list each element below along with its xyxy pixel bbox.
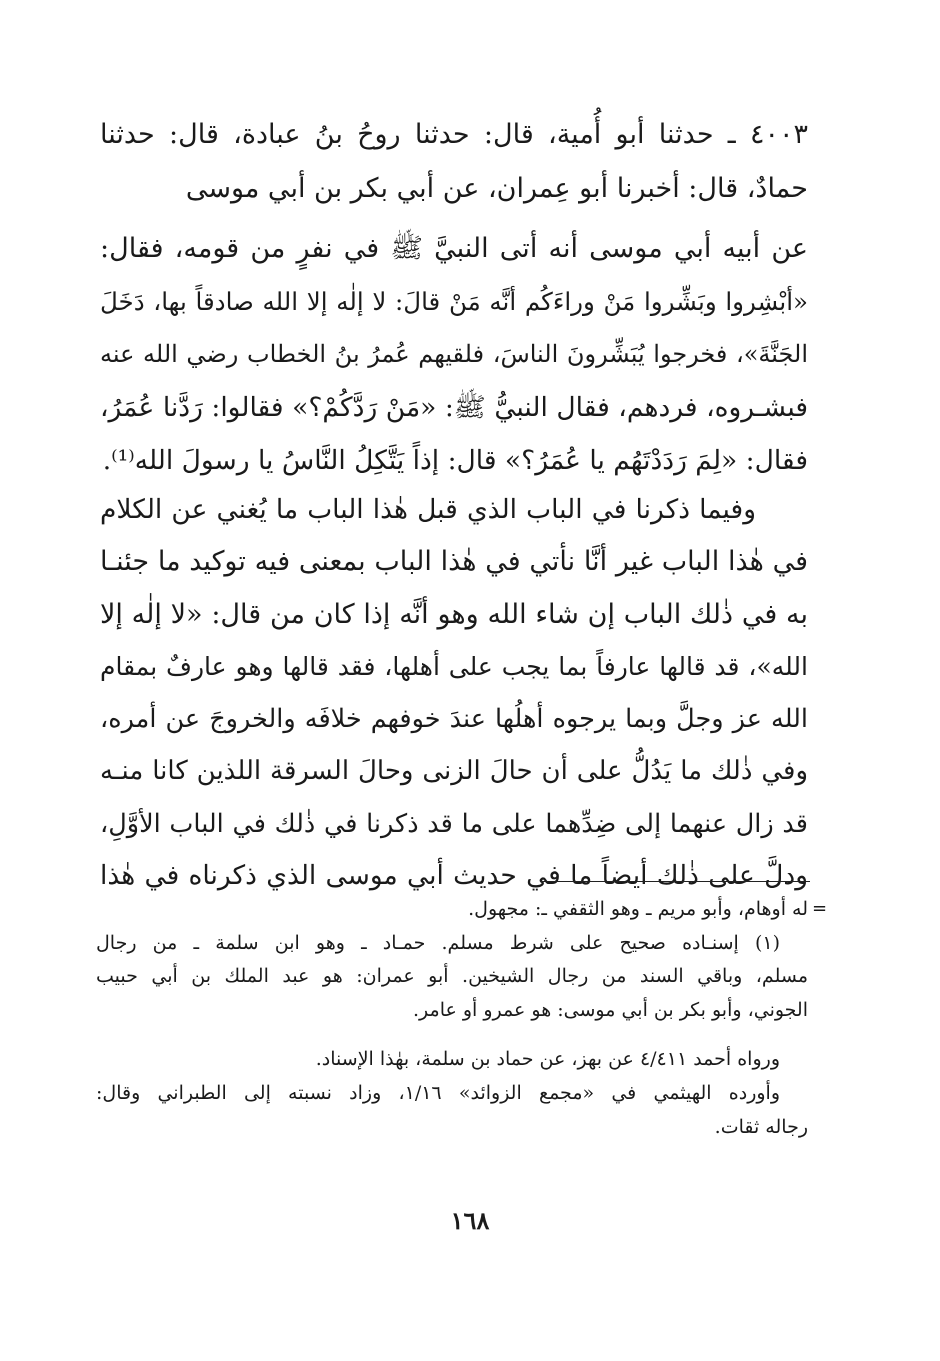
- hadith-header: [100, 108, 808, 216]
- footnote-continuation-line: له أوهام، وأبو مريم ـ وهو الثقفي ـ: مجهول.: [468, 898, 808, 920]
- hadith-header-line: حمادٌ، قال: أخبرنا أبو عِمران، عن أبي بكر بن أبي موسى: [185, 173, 808, 204]
- hadith-header-line: ٤٠٠٣ ـ حدثنا أبو أُمية، قال: حدثنا روحُ بنُ عبادة، قال: حدثنا: [100, 119, 808, 150]
- footnote-3-line: رجاله ثقات.: [714, 1115, 808, 1138]
- footnote-gap: [96, 1027, 808, 1043]
- footnote-separator: [540, 881, 810, 882]
- footnote-1-line: مسلم، وباقي السند من رجال الشيخين. أبو عمران: هو عبد الملك بن أبي حبيب: [96, 965, 808, 988]
- commentary-line: وفيما ذكرنا في الباب الذي قبل هٰذا الباب ما يُغني عن الكلام: [100, 494, 756, 525]
- footnotes: [96, 893, 808, 1144]
- commentary-line: الله عز وجلَّ وبما يرجوه أهلُها عندَ خوفهم خلافَه والخروجَ عن أمره،: [100, 704, 808, 735]
- commentary-line: في هٰذا الباب غير أنَّا نأتي في هٰذا الباب بمعنى فيه توكيد ما جئنـا: [100, 546, 808, 578]
- hadith-text-line: فقال: «لِمَ رَدَدْتَهُم يا عُمَرُ؟» قال: إذاً يَتَّكِلُ النَّاسُ يا رسولَ الله⁽¹⁾.: [102, 445, 808, 476]
- commentary-line: ودلَّ على ذٰلك أيضاً ما في حديث أبي موسى الذي ذكرناه في هٰذا: [100, 860, 808, 892]
- hadith-text-line: فبشـروه، فردهم، فقال النبيُّ ﷺ: «مَنْ رَدَّكُمْ؟» فقالوا: رَدَّنا عُمَرُ،: [100, 392, 808, 423]
- footnote-3-line: وأورده الهيثمي في «مجمع الزوائد» ١/١٦، وزاد نسبته إلى الطبراني وقال:: [96, 1081, 780, 1104]
- footnote-1-line: (١) إسنـاده صحيح على شرط مسلم. حمـاد ـ وهو ابن سلمة ـ من رجال: [96, 931, 780, 954]
- footnote-2-line: ورواه أحمد ٤/٤١١ عن بهز، عن حماد بن سلمة، بهٰذا الإسناد.: [315, 1048, 780, 1071]
- footnote-1-line: الجوني، وأبو بكر بن أبي موسى: هو عمرو أو عامر.: [413, 998, 808, 1021]
- commentary-line: الله»، قد قالها عارفاً بما يجب على أهلها، فقد قالها وهو عارفٌ بمقام: [100, 651, 808, 681]
- commentary-line: قد زال عنهما إلى ضِدِّهما على ما قد ذكرنا في ذٰلك في الباب الأوَّلِ،: [100, 808, 808, 839]
- footnote-continuation-marker: =: [812, 898, 828, 919]
- hadith-text-line: عن أبيه أبي موسى أنه أتى النبيَّ ﷺ في نفرٍ من قومه، فقال:: [100, 233, 808, 264]
- commentary-paragraph: [100, 484, 808, 902]
- commentary-line: به في ذٰلك الباب إن شاء الله وهو أنَّه إذا كان من قال: «لا إلٰه إلا: [100, 598, 808, 630]
- hadith-text-line: الجَنَّةَ»، فخرجوا يُبَشِّرونَ الناسَ، فلقيهم عُمرُ بنُ الخطاب رضي الله عنه: [100, 340, 808, 368]
- hadith-text: [100, 222, 808, 487]
- commentary-line: وفي ذٰلك ما يَدُلُّ على أن حالَ الزنى وحالَ السرقة اللذين كانا منـه: [100, 756, 808, 787]
- hadith-text-line: «أبْشِروا وبَشِّروا مَنْ وراءَكُم أنَّه مَنْ قالَ: لا إلٰه إلا الله صادقاً بها، دَخَلَ: [100, 287, 808, 316]
- page-number: ١٦٨: [450, 1206, 490, 1235]
